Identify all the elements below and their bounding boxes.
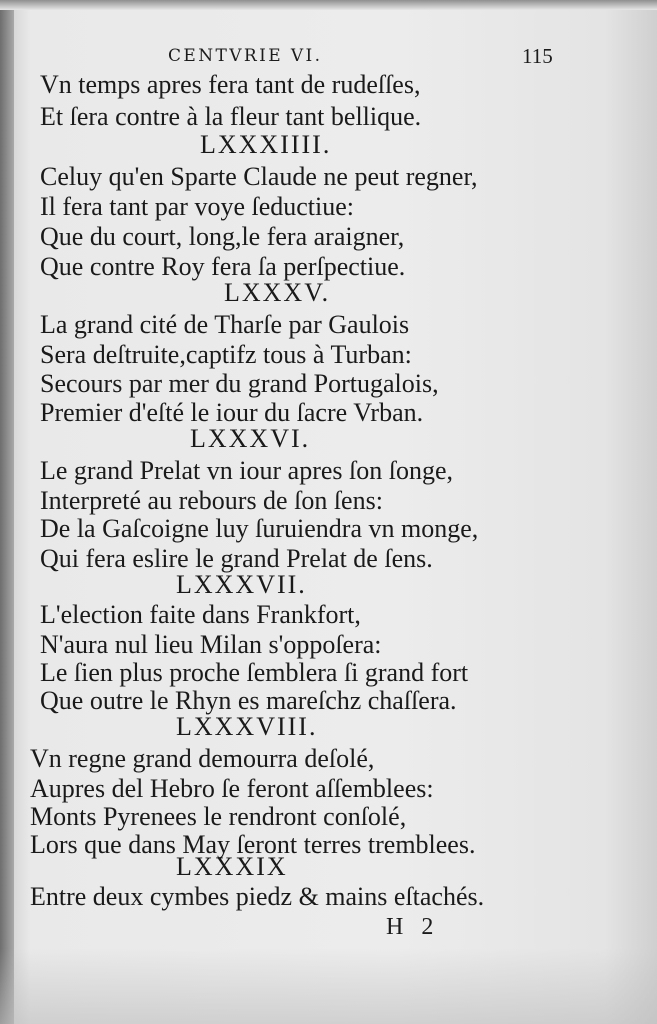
verse-line: Premier d'eſté le iour du ſacre Vrban.	[40, 398, 424, 427]
verse-line: Monts Pyrenees le rendront conſolé,	[30, 802, 407, 831]
quatrain-number: LXXXV.	[224, 278, 331, 307]
verse-line: N'aura nul lieu Milan s'oppoſera:	[40, 630, 382, 659]
verse-line: Le grand Prelat vn iour apres ſon ſonge,	[40, 456, 453, 485]
verse-line: Sera deſtruite,captifz tous à Turban:	[40, 340, 412, 369]
verse-line: Vn regne grand demourra deſolé,	[30, 744, 375, 773]
verse-line: Qui fera eslire le grand Prelat de ſens.	[40, 544, 433, 573]
verse-line: Celuy qu'en Sparte Claude ne peut regner,	[40, 162, 478, 191]
signature-mark: H 2	[386, 914, 440, 940]
verse-line: Secours par mer du grand Portugalois,	[40, 369, 439, 398]
quatrain-number: LXXXIIII.	[200, 130, 332, 159]
verse-line: Que contre Roy fera ſa perſpectiue.	[40, 252, 406, 281]
verse-line: Et ſera contre à la fleur tant bellique.	[40, 102, 422, 131]
quatrain-number: LXXXVIII.	[176, 712, 318, 741]
verse-line: Le ſien plus proche ſemblera ſi grand fort	[40, 658, 469, 687]
quatrain-number: LXXXVI.	[190, 424, 311, 453]
verse-line: Il fera tant par voye ſeductiue:	[40, 192, 355, 221]
quatrain-number: LXXXIX	[176, 852, 288, 881]
page-number: 115	[522, 44, 553, 68]
running-title: CENTVRIE VI.	[168, 46, 323, 66]
verse-line: Entre deux cymbes piedz & mains eſtachés.	[30, 882, 485, 911]
verse-line: Vn temps apres fera tant de rudeſſes,	[40, 70, 421, 99]
verse-line: La grand cité de Tharſe par Gaulois	[40, 310, 410, 339]
verse-line: De la Gaſcoigne luy ſuruiendra vn monge,	[40, 514, 479, 543]
verse-line: Lors que dans May ſeront terres tremblees.	[30, 830, 476, 859]
verse-line: Que du court, long,le fera araigner,	[40, 222, 405, 251]
verse-line: L'election faite dans Frankfort,	[40, 600, 361, 629]
verse-line: Que outre le Rhyn es mareſchz chaſſera.	[40, 686, 457, 715]
quatrain-number: LXXXVII.	[176, 570, 307, 599]
verse-line: Aupres del Hebro ſe feront aſſemblees:	[30, 774, 434, 803]
verse-line: Interpreté au rebours de ſon ſens:	[40, 486, 383, 515]
